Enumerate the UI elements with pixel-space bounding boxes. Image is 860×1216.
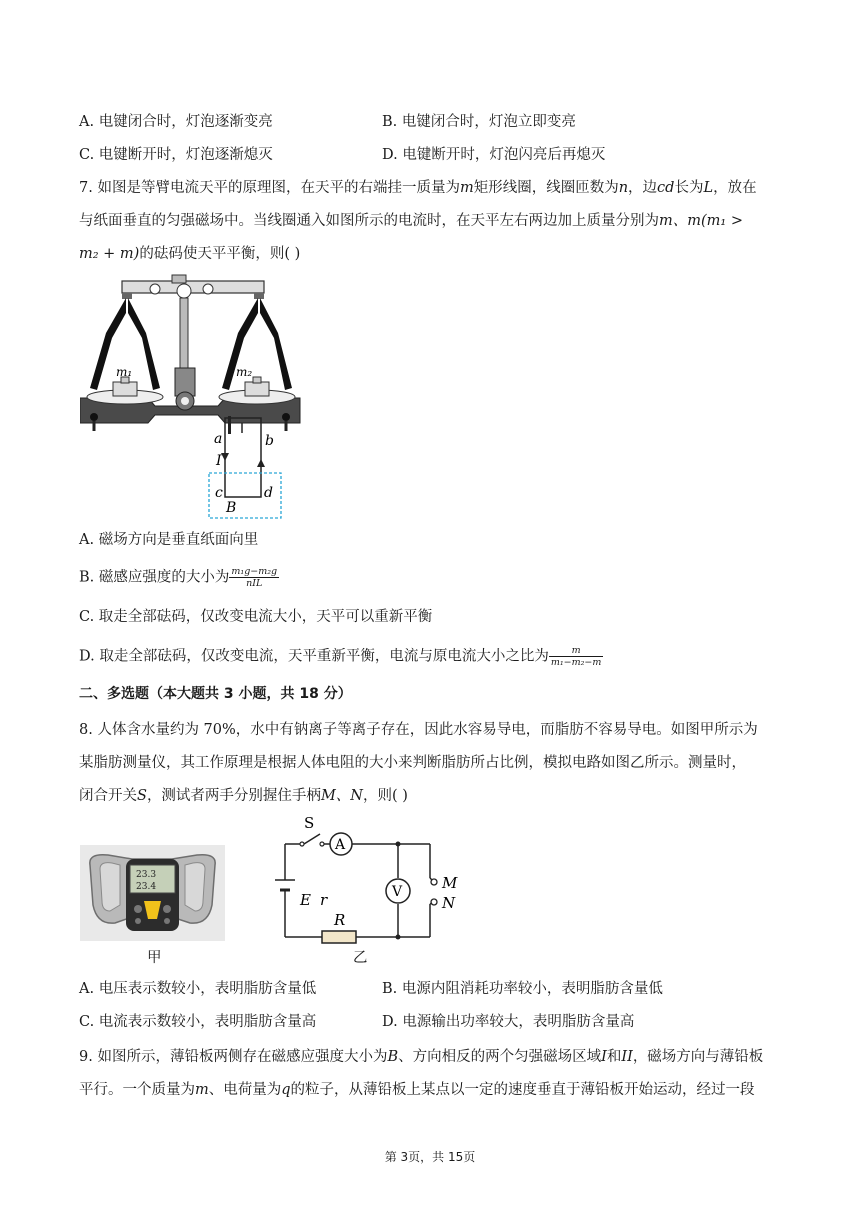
label-c: c xyxy=(215,485,223,501)
q7-text: 与纸面垂直的匀强磁场中。当线圈通入如图所示的电流时，在天平左右两边加上质量分别为 xyxy=(79,213,659,229)
device-display-lower: 23.4 xyxy=(136,882,157,892)
q7-text: 的砝码使天平平衡，则( ) xyxy=(139,246,301,262)
label-B: B xyxy=(226,500,237,516)
q8-stem-line2: 某脂肪测量仪，其工作原理是根据人体电阻的大小来判断脂肪所占比例，模拟电路如图乙所示。测量时， xyxy=(79,755,746,771)
math-masses: m、m(m₁ > xyxy=(659,213,743,229)
terminal-M-label: M xyxy=(442,874,458,892)
q8-option-c: C. 电流表示数较小，表明脂肪含量高 xyxy=(79,1014,317,1030)
q8-option-d: D. 电源输出功率较大，表明脂肪含量高 xyxy=(382,1014,635,1030)
figure-label-yi: 乙 xyxy=(353,950,368,966)
math-cd: cd xyxy=(657,180,675,196)
device-display-upper: 23.3 xyxy=(136,870,157,880)
q6-option-a: A. 电键闭合时，灯泡逐渐变亮 xyxy=(79,114,273,130)
page-footer: 第 3页，共 15页 xyxy=(384,1150,476,1164)
math-m: m xyxy=(459,180,474,196)
label-b: b xyxy=(265,433,274,449)
label-m2: m₂ xyxy=(236,365,253,379)
q9-text: 的粒子，从薄铅板上某点以一定的速度垂直于薄铅板开始运动，经过一段 xyxy=(290,1082,755,1098)
q8-stem-line1: 8. 人体含水量约为 70%，水中有钠离子等离子存在，因此水容易导电，而脂肪不容易导电。如图甲所示为 xyxy=(79,722,758,738)
q9-text: 、方向相反的两个匀强磁场区域 xyxy=(398,1049,602,1065)
fraction-b xyxy=(229,566,279,589)
q7-text: ，边 xyxy=(628,180,658,196)
q9-text: ，磁场方向与薄铅板 xyxy=(632,1049,764,1065)
circuit-diagram xyxy=(270,812,470,972)
internal-resistance-label: r xyxy=(320,891,328,909)
q7-option-b xyxy=(79,566,279,589)
figure-label-jia: 甲 xyxy=(147,950,162,966)
math-m: m xyxy=(195,1082,209,1098)
q9-text: 9. 如图所示，薄铅板两侧存在磁感应强度大小为 xyxy=(79,1049,388,1065)
q7-option-d xyxy=(79,645,603,668)
math-region-I: I xyxy=(601,1049,607,1065)
fat-meter-device-image xyxy=(80,845,225,941)
q6-option-b: B. 电键闭合时，灯泡立即变亮 xyxy=(382,114,576,130)
math-L: L xyxy=(703,180,714,196)
q9-text: 、电荷量为 xyxy=(208,1082,282,1098)
q7-text: 长为 xyxy=(674,180,704,196)
label-m1: m₁ xyxy=(116,365,133,379)
label-a: a xyxy=(214,431,223,447)
q7-text: 矩形线圈，线圈匝数为 xyxy=(473,180,619,196)
label-d: d xyxy=(264,485,273,501)
q7-stem-line1 xyxy=(79,178,757,198)
q7-option-a: A. 磁场方向是垂直纸面向里 xyxy=(79,532,259,548)
q9-stem-line2 xyxy=(79,1080,755,1100)
math-MN: M、N xyxy=(320,788,363,804)
q7-stem-line2 xyxy=(79,211,743,231)
math-B: B xyxy=(387,1049,399,1065)
q9-stem-line1 xyxy=(79,1047,763,1067)
q7-option-b-text: B. 磁感应强度的大小为 xyxy=(79,569,230,586)
ammeter-label: A xyxy=(335,837,346,853)
math-q: q xyxy=(281,1082,291,1098)
q8-text: ，测试者两手分别握住手柄 xyxy=(146,788,321,804)
q8-text: 闭合开关 xyxy=(79,788,137,804)
voltmeter-label: V xyxy=(392,884,403,900)
q9-text: 平行。一个质量为 xyxy=(79,1082,195,1098)
fraction-numerator: m xyxy=(549,645,604,657)
q7-option-d-text: D. 取走全部砝码，仅改变电流，天平重新平衡，电流与原电流大小之比为 xyxy=(79,648,549,665)
q9-text: 和 xyxy=(606,1049,622,1065)
emf-label: E xyxy=(300,891,311,909)
fraction-d xyxy=(549,645,604,668)
fraction-numerator: m₁g−m₂g xyxy=(231,566,278,577)
label-I: I xyxy=(216,453,222,469)
fraction-denominator: nIL xyxy=(246,578,263,589)
math-region-II: II xyxy=(621,1049,633,1065)
fraction-denominator: m₁−m₂−m xyxy=(550,657,602,668)
q6-option-d: D. 电键断开时，灯泡闪亮后再熄灭 xyxy=(382,147,606,163)
math-S: S xyxy=(137,788,147,804)
q8-option-b: B. 电源内阻消耗功率较小，表明脂肪含量低 xyxy=(382,981,663,997)
q7-option-c: C. 取走全部砝码，仅改变电流大小，天平可以重新平衡 xyxy=(79,609,433,625)
terminal-N-label: N xyxy=(442,894,456,912)
q6-option-c: C. 电键断开时，灯泡逐渐熄灭 xyxy=(79,147,273,163)
q7-stem-line3 xyxy=(79,244,300,264)
q8-option-a: A. 电压表示数较小，表明脂肪含量低 xyxy=(79,981,317,997)
section-heading-multiple-choice: 二、多选题（本大题共 3 小题，共 18 分） xyxy=(79,686,352,702)
current-balance-figure xyxy=(80,273,305,523)
switch-label: S xyxy=(304,814,315,832)
resistor-label: R xyxy=(334,911,346,929)
q7-text: 7. 如图是等臂电流天平的原理图，在天平的右端挂一质量为 xyxy=(79,180,460,196)
q8-stem-line3 xyxy=(79,786,408,806)
q8-text: ，则( ) xyxy=(362,788,408,804)
math-n: n xyxy=(618,180,629,196)
q7-text: ，放在 xyxy=(713,180,757,196)
math-masses-cont: m₂ + m) xyxy=(79,246,140,262)
